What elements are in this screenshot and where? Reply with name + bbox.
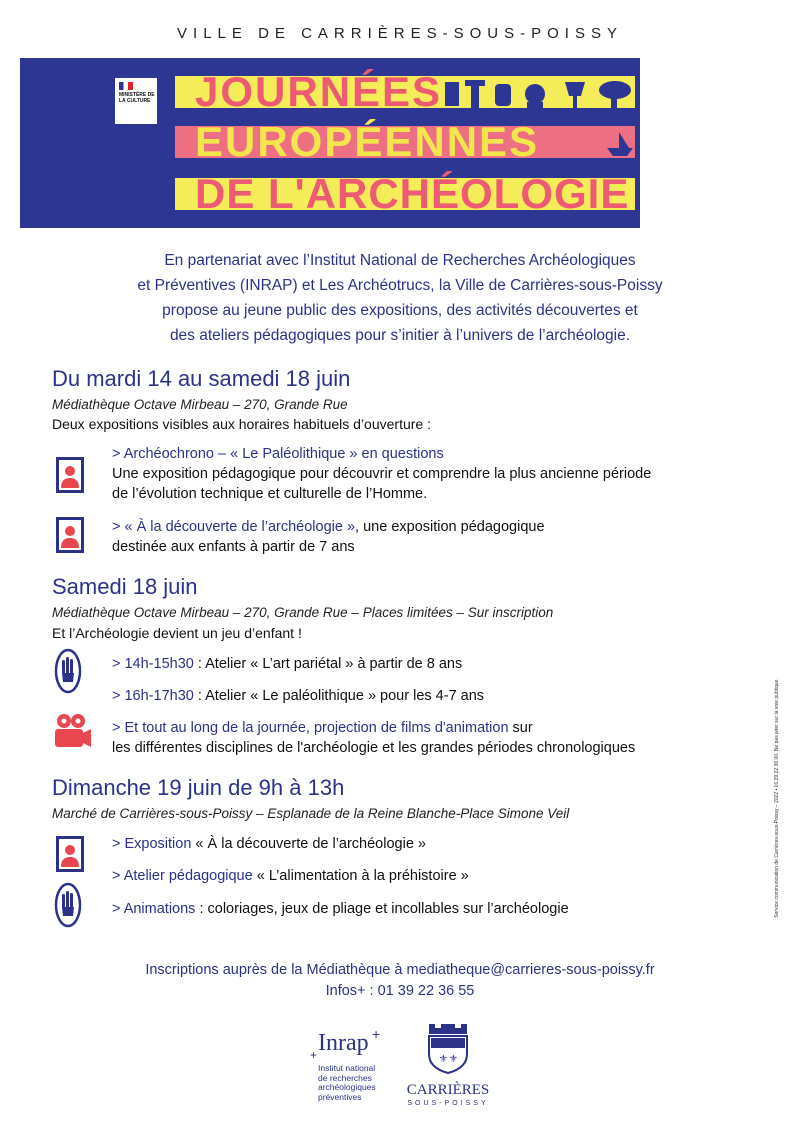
item-line: les différentes disciplines de l'archéologie et les grandes périodes chronologiques: [112, 740, 636, 756]
item-rest: : Atelier « Le paléolithique » pour les 4-7 ans: [193, 688, 485, 704]
inrap-subtitle: [318, 1064, 376, 1102]
item-lead: > Archéochrono – « Le Paléolithique » en questions: [112, 446, 444, 462]
item-line: Une exposition pédagogique pour découvrir et comprendre la plus ancienne période: [112, 466, 652, 482]
item-rest: sur: [508, 720, 533, 736]
boat-icon: [605, 130, 635, 158]
item-lead: > « À la découverte de l’archéologie »: [112, 519, 356, 535]
hand-print-icon: [54, 882, 82, 928]
item-line: de l’évolution technique et culturelle de l’Homme.: [112, 486, 428, 502]
french-flag-icon: [119, 82, 133, 90]
inrap-sub-line: de recherches: [318, 1072, 372, 1083]
section-1-heading: Du mardi 14 au samedi 18 juin: [52, 366, 351, 391]
banner-line-1: JOURNÉES: [195, 68, 443, 115]
archaeology-tools-icon: [445, 78, 635, 112]
section-3-item-2: [112, 866, 732, 886]
city-logo-name: CARRIÈRES: [406, 1082, 490, 1098]
registration-line: Inscriptions auprès de la Médiathèque à mediatheque@carrieres-sous-poissy.fr: [145, 962, 655, 978]
item-rest: « À la découverte de l’archéologie »: [191, 836, 426, 852]
exhibition-portrait-icon: [56, 517, 84, 553]
section-1-item-1: [112, 444, 732, 504]
item-rest: : Atelier « L’art pariétal » à partir de 8 ans: [193, 656, 463, 672]
plus-icon: +: [310, 1048, 318, 1062]
intro-line: propose au jeune public des expositions, des activités découvertes et: [162, 302, 638, 319]
hand-print-icon: [54, 648, 82, 694]
inrap-logo: [310, 1026, 400, 1120]
item-lead: > Animations: [112, 901, 196, 917]
inrap-sub-line: préventives: [318, 1091, 362, 1102]
ministry-label: MINISTÈRE DE LA CULTURE: [119, 92, 155, 104]
item-rest: : coloriages, jeux de pliage et incollables sur l’archéologie: [195, 901, 569, 917]
item-rest: , une exposition pédagogique: [355, 519, 545, 535]
section-3-venue: Marché de Carrières-sous-Poissy – Esplanade de la Reine Blanche-Place Simone Veil: [52, 806, 570, 821]
section-2-item-1: [112, 654, 732, 674]
intro-line: En partenariat avec l’Institut National de Recherches Archéologiques: [164, 252, 636, 269]
item-lead: > 14h-15h30: [112, 656, 194, 672]
item-lead: > Exposition: [112, 836, 192, 852]
banner-line-3: DE L'ARCHÉOLOGIE: [195, 170, 630, 217]
section-2-intro: Et l’Archéologie devient un jeu d’enfant !: [52, 625, 302, 641]
film-camera-icon: [52, 712, 92, 750]
legal-side-text: Service communication de Carrières-sous-Poissy – 2022 • 01 39 22 36 00. Ne pas jeter sur la voie publique.: [774, 678, 780, 918]
exhibition-portrait-icon: [56, 457, 84, 493]
section-1-venue: Médiathèque Octave Mirbeau – 270, Grande Rue: [52, 397, 348, 412]
city-title: VILLE DE CARRIÈRES-SOUS-POISSY: [177, 25, 623, 42]
item-lead: > Atelier pédagogique: [112, 868, 253, 884]
section-2-heading: Samedi 18 juin: [52, 574, 198, 599]
phone-line: Infos+ : 01 39 22 36 55: [325, 983, 475, 999]
event-banner: [20, 58, 640, 228]
section-2-venue: Médiathèque Octave Mirbeau – 270, Grande Rue – Places limitées – Sur inscription: [52, 605, 554, 620]
section-1-intro: Deux expositions visibles aux horaires habituels d’ouverture :: [52, 416, 431, 432]
registration-info: [0, 960, 800, 1002]
legal-side-note: [772, 600, 782, 1000]
inrap-name: Inrap: [318, 1030, 369, 1056]
inrap-sub-line: Institut national: [318, 1063, 376, 1073]
section-2-item-2: [112, 686, 732, 706]
section-2-item-3: [112, 718, 732, 758]
city-logo-sub: SOUS-POISSY: [407, 1100, 489, 1107]
section-3-heading: Dimanche 19 juin de 9h à 13h: [52, 775, 345, 800]
banner-line-2: EUROPÉENNES: [195, 118, 540, 165]
intro-paragraph: [40, 248, 760, 348]
section-3-item-3: [112, 899, 732, 919]
plus-icon: +: [372, 1026, 381, 1042]
city-logo: [398, 1020, 498, 1120]
intro-line: des ateliers pédagogiques pour s’initier à l’univers de l’archéologie.: [169, 327, 631, 344]
item-lead: > 16h-17h30: [112, 688, 194, 704]
ministry-logo: [115, 78, 157, 124]
city-crest-icon: [425, 1020, 471, 1074]
svg-text:⚜: ⚜: [439, 1054, 448, 1065]
item-rest: « L’alimentation à la préhistoire »: [252, 868, 469, 884]
section-3-item-1: [112, 834, 732, 854]
inrap-sub-line: archéologiques: [318, 1082, 376, 1092]
intro-line: et Préventives (INRAP) et Les Archéotrucs, la Ville de Carrières-sous-Poissy: [137, 277, 663, 294]
item-lead: > Et tout au long de la journée, projection de films d'animation: [112, 720, 509, 736]
exhibition-portrait-icon: [56, 836, 84, 872]
section-1-item-2: [112, 517, 732, 557]
item-line: destinée aux enfants à partir de 7 ans: [112, 539, 355, 555]
svg-text:⚜: ⚜: [449, 1054, 458, 1065]
